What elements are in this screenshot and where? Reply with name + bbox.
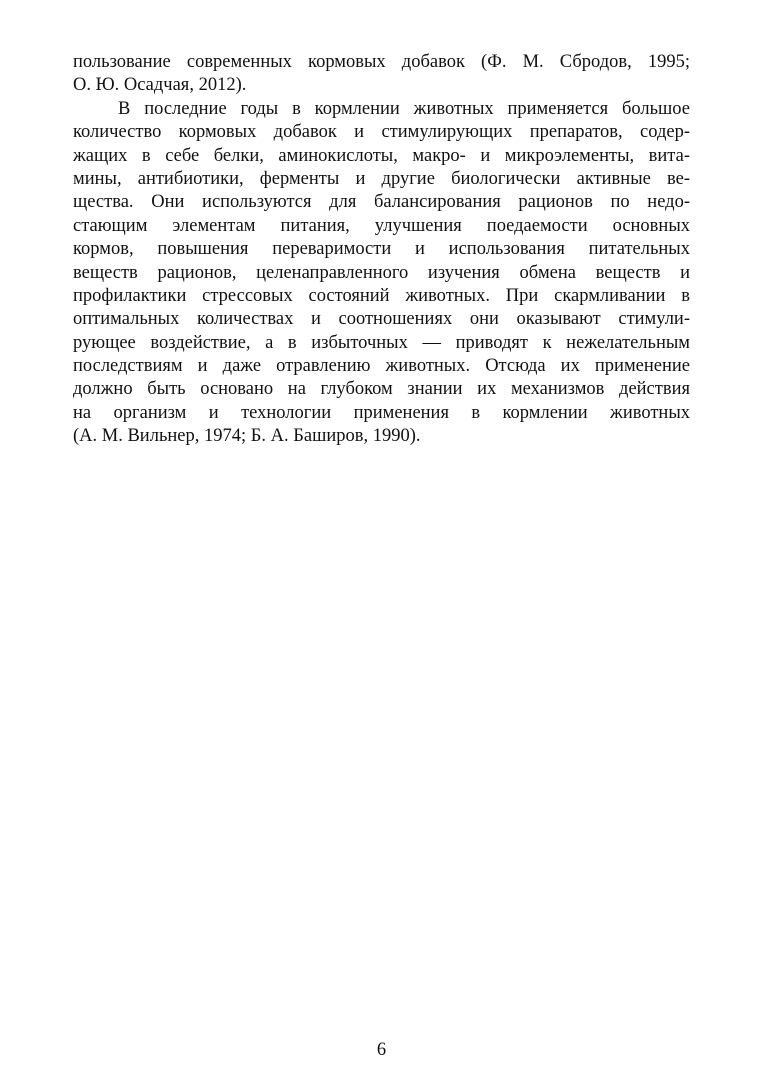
text-line: щества. Они используются для балансирования рационов по недо-	[73, 192, 690, 213]
text-line: оптимальных количествах и соотношениях они оказывают стимули-	[73, 309, 690, 330]
text-line: на организм и технологии применения в кормлении животных	[73, 402, 690, 423]
text-line: количество кормовых добавок и стимулирующих препаратов, содер-	[73, 122, 690, 143]
text-line: профилактики стрессовых состояний животных. При скармливании в	[73, 285, 690, 306]
page-number: 6	[376, 1040, 387, 1060]
text-line: стающим элементам питания, улучшения поедаемости основных	[73, 215, 690, 236]
text-line: пользование современных кормовых добавок (Ф. М. Сбродов, 1995;	[73, 52, 690, 72]
text-line: В последние годы в кормлении животных применяется большое	[118, 98, 690, 119]
text-line: должно быть основано на глубоком знании их механизмов действия	[73, 379, 690, 400]
text-line: последствиям и даже отравлению животных. Отсюда их применение	[73, 356, 690, 377]
text-line: (А. М. Вильнер, 1974; Б. А. Баширов, 1990).	[73, 426, 421, 447]
body-text	[73, 51, 690, 449]
text-line: мины, антибиотики, ферменты и другие биологически активные ве-	[73, 168, 690, 189]
text-line: жащих в себе белки, аминокислоты, макро- и микроэлементы, вита-	[73, 145, 690, 166]
text-line: кормов, повышения переваримости и использования питательных	[73, 239, 690, 260]
text-line: рующее воздействие, а в избыточных — приводят к нежелательным	[73, 332, 690, 353]
text-line: О. Ю. Осадчая, 2012).	[73, 75, 247, 96]
text-line: веществ рационов, целенаправленного изучения обмена веществ и	[73, 262, 690, 283]
